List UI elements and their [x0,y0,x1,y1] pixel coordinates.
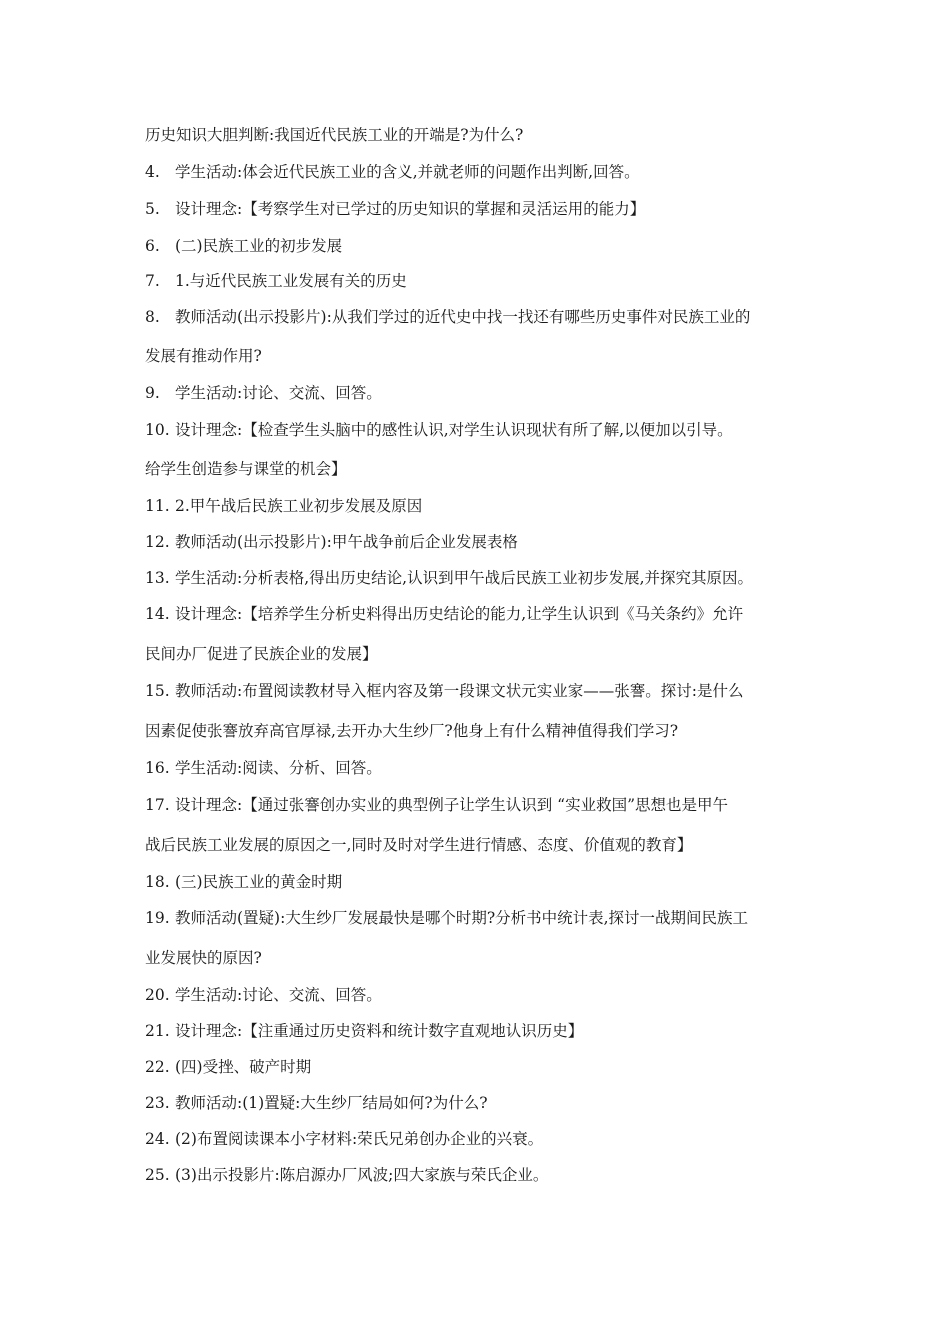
line-number: 18. [145,873,170,891]
text-line [145,948,810,968]
text-line [145,199,810,219]
text-line [145,1021,810,1041]
line-text: 因素促使张謇放弃高官厚禄,去开办大生纱厂?他身上有什么精神值得我们学习? [145,722,679,740]
text-line [145,604,810,624]
line-number: 10. [145,421,170,439]
text-line [145,271,810,291]
line-text: (2)布置阅读课本小字材料:荣氏兄弟创办企业的兴衰。 [175,1130,544,1148]
line-text: (三)民族工业的黄金时期 [175,873,343,891]
line-text: (3)出示投影片:陈启源办厂风波;四大家族与荣氏企业。 [175,1166,549,1184]
text-line [145,1165,810,1185]
line-text: 学生活动:阅读、分析、回答。 [175,759,382,777]
line-text: 设计理念:【检查学生头脑中的感性认识,对学生认识现状有所了解,以便加以引导。 [175,421,733,439]
text-line [145,383,810,403]
line-text: 战后民族工业发展的原因之一,同时及时对学生进行情感、态度、价值观的教育】 [145,836,693,854]
text-line [145,459,810,479]
text-line [145,835,810,855]
text-line [145,346,810,366]
line-number: 23. [145,1094,170,1112]
line-text: (四)受挫、破产时期 [175,1058,312,1076]
line-text: 学生活动:体会近代民族工业的含义,并就老师的问题作出判断,回答。 [175,163,640,181]
line-number: 24. [145,1130,170,1148]
text-line [145,758,810,778]
text-line [145,568,810,588]
text-line [145,795,810,815]
line-text: 教师活动(出示投影片):甲午战争前后企业发展表格 [175,533,518,551]
text-line [145,125,810,145]
line-text: 教师活动:(1)置疑:大生纱厂结局如何?为什么? [175,1094,488,1112]
line-number: 17. [145,796,170,814]
text-line [145,496,810,516]
line-text: 业发展快的原因? [145,949,262,967]
line-text: 设计理念:【通过张謇创办实业的典型例子让学生认识到 “实业救国”思想也是甲午 [175,796,728,814]
line-text: 教师活动(置疑):大生纱厂发展最快是哪个时期?分析书中统计表,探讨一战期间民族工 [175,909,749,927]
line-number: 8. [145,308,160,326]
line-number: 19. [145,909,170,927]
line-text: 学生活动:讨论、交流、回答。 [175,986,382,1004]
text-line [145,872,810,892]
line-number: 7. [145,272,160,290]
line-text: 教师活动(出示投影片):从我们学过的近代史中找一找还有哪些历史事件对民族工业的 [175,308,751,326]
text-line [145,721,810,741]
line-text: 设计理念:【考察学生对已学过的历史知识的掌握和灵活运用的能力】 [175,200,646,218]
line-number: 22. [145,1058,170,1076]
line-text: 民间办厂促进了民族企业的发展】 [145,645,378,663]
line-text: 学生活动:讨论、交流、回答。 [175,384,382,402]
text-line [145,420,810,440]
text-line [145,908,810,928]
text-line [145,985,810,1005]
line-number: 21. [145,1022,170,1040]
text-line [145,1057,810,1077]
line-number: 4. [145,163,160,181]
text-line [145,532,810,552]
text-line [145,236,810,256]
line-number: 20. [145,986,170,1004]
line-number: 13. [145,569,170,587]
line-number: 12. [145,533,170,551]
text-line [145,644,810,664]
text-line [145,681,810,701]
text-line [145,1129,810,1149]
line-number: 9. [145,384,160,402]
text-line [145,307,810,327]
line-text: 2.甲午战后民族工业初步发展及原因 [175,497,423,515]
line-text: 1.与近代民族工业发展有关的历史 [175,272,407,290]
line-number: 25. [145,1166,170,1184]
line-number: 11. [145,497,170,515]
line-text: 设计理念:【培养学生分析史料得出历史结论的能力,让学生认识到《马关条约》允许 [175,605,744,623]
text-line [145,162,810,182]
line-text: 设计理念:【注重通过历史资料和统计数字直观地认识历史】 [175,1022,584,1040]
line-number: 14. [145,605,170,623]
line-text: 历史知识大胆判断:我国近代民族工业的开端是?为什么? [145,126,524,144]
line-number: 6. [145,237,160,255]
line-text: 给学生创造参与课堂的机会】 [145,460,347,478]
line-number: 5. [145,200,160,218]
line-text: 教师活动:布置阅读教材导入框内容及第一段课文状元实业家——张謇。探讨:是什么 [175,682,744,700]
line-text: 学生活动:分析表格,得出历史结论,认识到甲午战后民族工业初步发展,并探究其原因。 [175,569,754,587]
line-number: 16. [145,759,170,777]
line-text: (二)民族工业的初步发展 [175,237,343,255]
line-text: 发展有推动作用? [145,347,262,365]
text-line [145,1093,810,1113]
line-number: 15. [145,682,170,700]
